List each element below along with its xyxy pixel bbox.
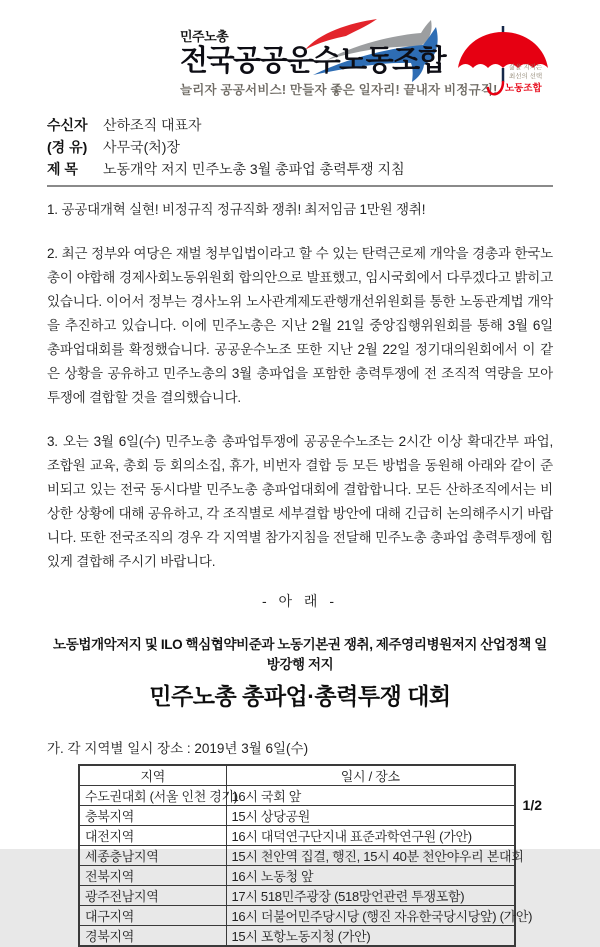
table-row [79, 846, 515, 866]
table-row [79, 906, 515, 926]
document-body [47, 198, 553, 947]
umbrella-union-label: 노동조합 [505, 83, 542, 94]
region-cell: 세종충남지역 [79, 846, 226, 866]
table-row [79, 826, 515, 846]
place-cell: 16시 대덕연구단지내 표준과학연구원 (가안) [226, 826, 515, 846]
place-cell: 15시 포항노동지청 (가안) [226, 926, 515, 947]
umbrella-tagline [509, 64, 542, 82]
place-cell: 16시 국회 앞 [226, 786, 515, 806]
via-value: 사무국(처)장 [103, 139, 180, 155]
via-label: (경 유) [47, 139, 88, 155]
rally-subtitle: 노동법개악저지 및 ILO 핵심협약비준과 노동기본권 쟁취, 제주영리병원저지 산업정책 일방강행 저지 [53, 637, 547, 672]
region-cell: 수도권대회 (서울 인천 경기) [79, 786, 226, 806]
umbrella-tagline-line2: 최선의 선택 [509, 72, 543, 80]
region-cell: 전북지역 [79, 866, 226, 886]
page-number: 1/2 [522, 797, 542, 813]
rally-title: 민주노총 총파업·총력투쟁 대회 [149, 683, 451, 709]
table-row [79, 926, 515, 947]
paragraph-3: 3. 오는 3월 6일(수) 민주노총 총파업투쟁에 공공운수노조는 2시간 이상 확대간부 파업, 조합원 교육, 총회 등 회의소집, 휴가, 비번자 결합 등 모든 방법을 동원해 아래와 같이 준비되고 있는 전국 동시다발 민주노총 총파업대회에 결합합니다. 모든 산하조직에서는 비상한 상황에 대해 공유하고, 각 조직별로 세부결합 방안에 대해 긴급히 논의해주시기 바랍니다. 또한 전국조직의 경우 각 지역별 참가지침을 전달해 민주노총 총파업 총력투쟁에 힘있게 결합해 주시기 바랍니다. [47, 434, 553, 569]
place-cell: 17시 518민주광장 (518망언관련 투쟁포함) [226, 886, 515, 906]
recipient-row [47, 114, 553, 136]
org-title: 전국공공운수노동조합 [180, 45, 446, 77]
letterhead [47, 26, 553, 104]
region-cell: 대전지역 [79, 826, 226, 846]
table-header-row [79, 765, 515, 786]
paragraph-1: 1. 공공대개혁 실현! 비정규직 정규직화 쟁취! 최저임금 1만원 쟁취! [47, 202, 426, 217]
column-header-datetime-place: 일시 / 장소 [226, 765, 515, 786]
region-cell: 충북지역 [79, 806, 226, 826]
place-cell: 16시 노동청 앞 [226, 866, 515, 886]
schedule-intro: 가. 각 지역별 일시 장소 : 2019년 3월 6일(수) [47, 741, 309, 756]
place-cell: 16시 더불어민주당시당 (행진 자유한국당시당앞) (가안) [226, 906, 515, 926]
umbrella-logo [453, 24, 553, 108]
header-divider [47, 185, 553, 187]
table-row [79, 786, 515, 806]
region-cell: 대구지역 [79, 906, 226, 926]
org-parent-label: 민주노총 [180, 29, 229, 44]
via-row [47, 136, 553, 158]
paragraph-2: 2. 최근 정부와 여당은 재벌 청부입법이라고 할 수 있는 탄력근로제 개악을 경총과 한국노총이 야합해 경제사회노동위원회 합의안으로 발표했고, 임시국회에서 다루겠다고 밝히고 있습니다. 이어서 정부는 경사노위 노사관계제도관행개선위원회를 통한 노동관계법 개악을 추진하고 있습니다. 이에 민주노총은 지난 2월 21일 중앙집행위원회를 통해 3월 6일 총파업대회를 확정했습니다. 공공운수노조 또한 지난 2월 22일 정기대의원회에서 이 같은 상황을 공유하고 민주노총의 3월 총파업을 포함한 총력투쟁에 전 조직적 역량을 모아 투쟁에 결합할 것을 결의했습니다. [47, 246, 553, 405]
umbrella-tagline-line1: 삶을 지키는 [509, 64, 543, 71]
place-cell: 15시 천안역 집결, 행진, 15시 40분 천안야우리 본대회 [226, 846, 515, 866]
below-separator: - 아 래 - [261, 593, 339, 609]
table-row [79, 806, 515, 826]
place-cell: 15시 상당공원 [226, 806, 515, 826]
recipient-value: 산하조직 대표자 [103, 117, 202, 133]
subject-value: 노동개악 저지 민주노총 3월 총파업 총력투쟁 지침 [103, 161, 405, 177]
table-row [79, 866, 515, 886]
subject-label: 제 목 [47, 161, 78, 177]
document-meta [47, 114, 553, 187]
region-cell: 광주전남지역 [79, 886, 226, 906]
column-header-region: 지역 [79, 765, 226, 786]
subject-row [47, 158, 553, 180]
recipient-label: 수신자 [47, 117, 88, 133]
region-cell: 경북지역 [79, 926, 226, 947]
table-row [79, 886, 515, 906]
org-slogan: 늘리자 공공서비스! 만들자 좋은 일자리! 끝내자 비정규직! [180, 83, 498, 97]
